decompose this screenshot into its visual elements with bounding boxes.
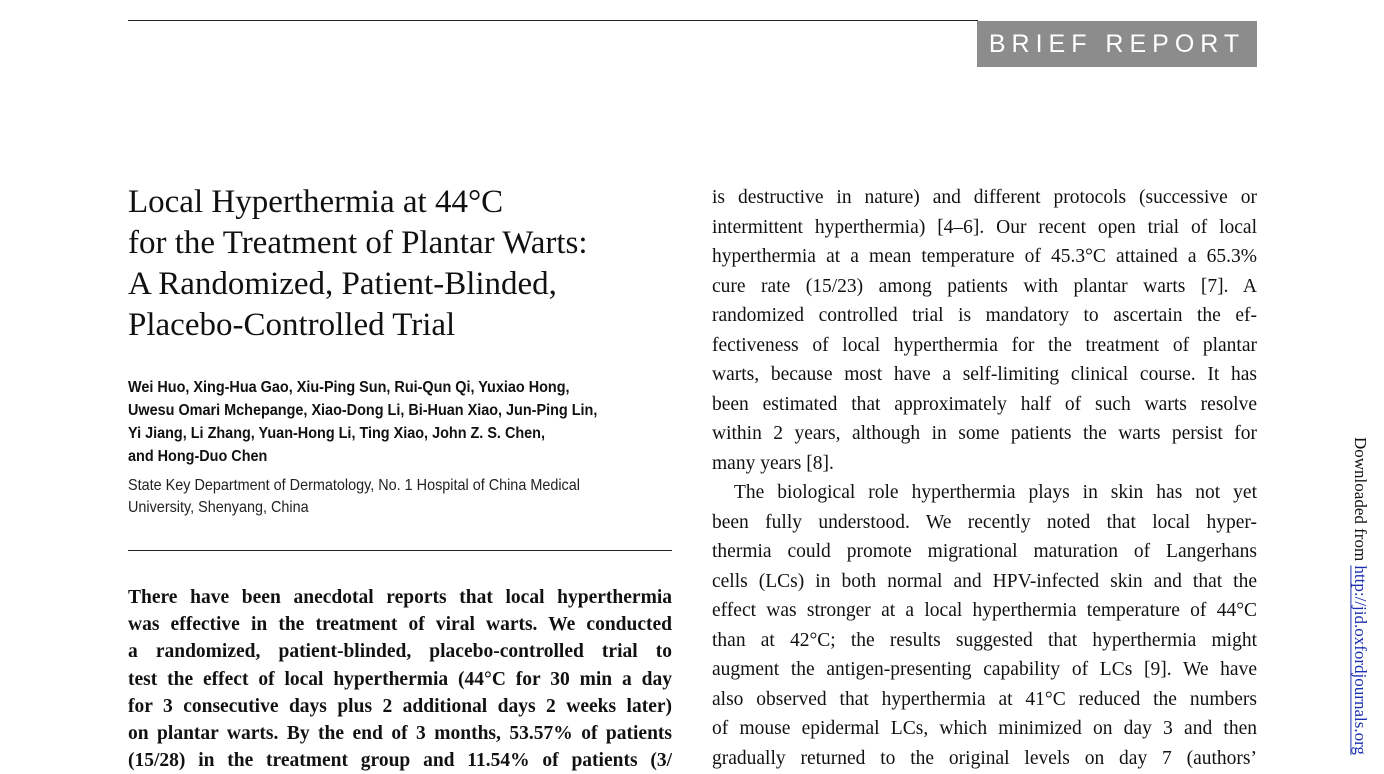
title-line: A Randomized, Patient-Blinded, — [128, 266, 557, 302]
affiliation-line: University, Shenyang, China — [128, 499, 309, 516]
body-line: augment the antigen-presenting capability of LCs [9]. We have — [712, 659, 1257, 680]
download-note — [1350, 437, 1370, 755]
body-line: is destructive in nature) and different protocols (successive or — [712, 187, 1257, 208]
body-line: randomized controlled trial is mandatory to ascertain the ef- — [712, 305, 1257, 326]
affiliation — [128, 475, 668, 519]
body-text — [712, 183, 1257, 773]
body-line: gradually returned to the original levels on day 7 (authors’ — [712, 747, 1257, 769]
abstract-line: for 3 consecutive days plus 2 additional days 2 weeks later) — [128, 695, 672, 717]
abstract — [128, 584, 672, 774]
body-line: cells (LCs) in both normal and HPV-infected skin and that the — [712, 570, 1257, 592]
section-divider — [128, 550, 672, 551]
abstract-line: test the effect of local hyperthermia (44°C for 30 min a day — [128, 668, 672, 690]
body-line: cure rate (15/23) among patients with plantar warts [7]. A — [712, 275, 1257, 297]
body-line: been estimated that approximately half of such warts resolve — [712, 393, 1257, 415]
download-note-prefix: Downloaded from — [1351, 437, 1370, 566]
body-line: many years [8]. — [712, 452, 834, 474]
body-line: been fully understood. We recently noted that local hyper- — [712, 511, 1257, 533]
author-line: Uwesu Omari Mchepange, Xiao-Dong Li, Bi-Huan Xiao, Jun-Ping Lin, — [128, 402, 598, 419]
abstract-line: a randomized, patient-blinded, placebo-controlled trial to — [128, 641, 672, 663]
section-label: BRIEF REPORT — [977, 21, 1257, 67]
abstract-line: on plantar warts. By the end of 3 months, 53.57% of patients — [128, 722, 672, 744]
body-line: also observed that hyperthermia at 41°C reduced the numbers — [712, 688, 1257, 710]
article-title — [128, 182, 688, 346]
affiliation-line: State Key Department of Dermatology, No. 1 Hospital of China Medical — [128, 477, 580, 494]
body-line: thermia could promote migrational maturation of Langerhans — [712, 541, 1257, 562]
body-line: intermittent hyperthermia) [4–6]. Our recent open trial of local — [712, 216, 1257, 238]
title-line: Placebo-Controlled Trial — [128, 307, 456, 343]
author-list — [128, 376, 649, 468]
body-line: warts, because most have a self-limiting clinical course. It has — [712, 364, 1257, 385]
title-line: Local Hyperthermia at 44°C — [128, 184, 504, 220]
body-line: The biological role hyperthermia plays in skin has not yet — [734, 482, 1257, 503]
body-line: effect was stronger at a local hyperthermia temperature of 44°C — [712, 600, 1257, 621]
body-line: of mouse epidermal LCs, which minimized on day 3 and then — [712, 718, 1257, 739]
author-line: and Hong-Duo Chen — [128, 448, 268, 465]
abstract-line: There have been anecdotal reports that local hyperthermia — [128, 587, 672, 608]
author-line: Wei Huo, Xing-Hua Gao, Xiu-Ping Sun, Rui-Qun Qi, Yuxiao Hong, — [128, 379, 570, 396]
body-line: hyperthermia at a mean temperature of 45.3°C attained a 65.3% — [712, 246, 1257, 267]
journal-link[interactable]: http://jid.oxfordjournals.org — [1351, 565, 1370, 755]
title-line: for the Treatment of Plantar Warts: — [128, 225, 588, 261]
author-line: Yi Jiang, Li Zhang, Yuan-Hong Li, Ting Xiao, John Z. S. Chen, — [128, 425, 545, 442]
abstract-line: was effective in the treatment of viral warts. We conducted — [128, 614, 672, 636]
abstract-line: (15/28) in the treatment group and 11.54% of patients (3/ — [128, 750, 672, 772]
body-line: fectiveness of local hyperthermia for the treatment of plantar — [712, 334, 1257, 356]
body-line: within 2 years, although in some patients the warts persist for — [712, 423, 1257, 444]
body-line: than at 42°C; the results suggested that hyperthermia might — [712, 629, 1257, 651]
top-rule — [128, 20, 978, 21]
